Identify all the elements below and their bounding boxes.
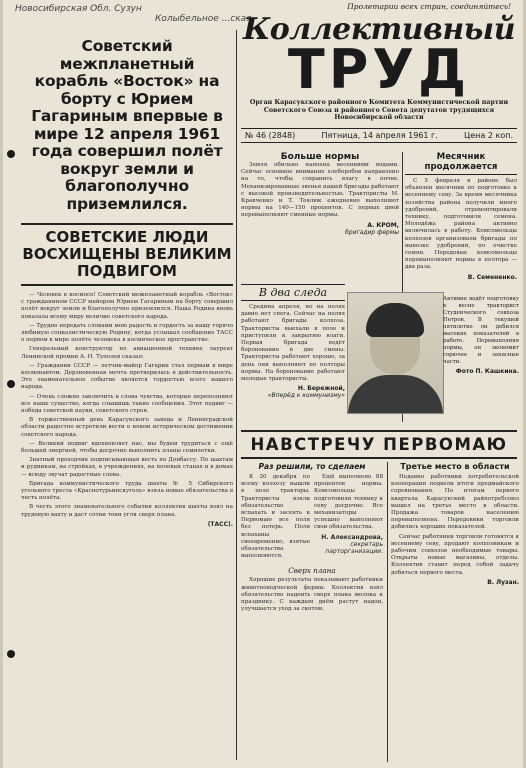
- article-author: В. Лузан.: [487, 578, 519, 586]
- article-body: [314, 474, 383, 562]
- lead-section-title: СОВЕТСКИЕ ЛЮДИ ВОСХИЩЕНЫ ВЕЛИКИМ ПОДВИГОМ: [21, 223, 233, 286]
- masthead-organ: Орган Карасукского районного Комитета Коммунистической партии Советского Союза и районного Совета депутатов трудящихся Новосибирской области: [249, 99, 509, 121]
- article-body: [241, 304, 345, 383]
- column-divider: [387, 462, 388, 762]
- binder-hole: [7, 150, 15, 158]
- lead-headline: Советский межпланетный корабль «Восток» на борту с Юрием Гагариным впервые в мире 12 апреля 1961 года совершил полёт вокруг земли и благополучно приземлился.: [31, 37, 223, 213]
- handwritten-note: Новосибирская Обл. Сузун: [15, 4, 142, 14]
- article-paragraph: Ещё выполнено 88 процентов нормы. Комсомольцы подготовили технику к севу досрочно. Все механизаторы успешно выполняют свои обязательства.: [314, 474, 383, 531]
- binder-hole: [7, 380, 15, 388]
- article-trete-mesto: [391, 462, 519, 586]
- masthead: [241, 2, 517, 143]
- lead-paragraph: — Великий подвиг вдохновляет нас, мы будем трудиться с ещё большей энергией, чтобы досрочно выполнить планы семилетки.: [21, 440, 233, 455]
- article-paragraph: Хорошие результаты показывают работники животноводческой фермы. Коллектив взял обязательство надоить сверх плана молока к празднику. С каждым днём растут надои, улучшается уход за скотом.: [241, 577, 383, 613]
- article-body: [241, 474, 310, 562]
- article-author: Н. Бережной,: [297, 385, 345, 393]
- section-banner: НАВСТРЕЧУ ПЕРВОМАЮ: [241, 430, 517, 459]
- photo-credit: Фото П. Кашкина.: [455, 368, 519, 375]
- article-author-role: секретарь парторганизации.: [325, 540, 383, 556]
- article-paragraph: Недавно работники потребительской кооперации подвели итоги предмайского соревнования. По итогам первого квартала Карасукский райпотребсоюз вышел на третье место в области. Продажа товаров населению перевыполнена. Передовики торговли добились хороших показателей.: [391, 474, 519, 531]
- lead-paragraph: — Очень сложно заключить в слова чувства, которые переполняют все наше существо, когда слышишь такие сообщения. Этот подвиг — победа советской науки, советского строя.: [21, 393, 233, 415]
- issue-number: № 46 (2848): [245, 130, 296, 140]
- lead-paragraph: — Человек в космосе! Советский межпланетный корабль «Восток» с гражданином СССР майором Юрием Гагариным на борту совершил полёт вокруг земли и благополучно приземлился. Наша Родина вновь показала всему миру величие советского народа.: [21, 292, 233, 320]
- article-title: Раз решили, то сделаем: [258, 462, 366, 471]
- article-title: Больше нормы: [280, 152, 360, 162]
- article-mesyachnik: [405, 152, 517, 281]
- article-body: [241, 162, 399, 220]
- article-raz-reshili: [241, 462, 383, 615]
- article-body: [391, 474, 519, 577]
- lead-source: (ТАСС).: [207, 520, 233, 528]
- photo-caption-text: Активно ведёт подготовку к весне тракторист Студенческого совхоза Петров. В текущей пятилетке он добился высоких показателей в работе. Перевыполняя нормы, он экономит горючее и запасные части.: [443, 296, 519, 365]
- issue-price: Цена 2 коп.: [464, 130, 513, 140]
- binder-hole: [7, 650, 15, 658]
- lead-paragraph: Генеральный конструктор по авиационной технике лауреат Ленинской премии А. Н. Туполев сказал:: [21, 346, 233, 360]
- article-paragraph: Земля обильно напоена весенними водами. Сейчас основное внимание хлеборобов направлено на то, чтобы сохранить влагу в почве. Механизированные звенья нашей бригады работают с высокой производительностью. Трактористы М. Кравченко и Т. Тевлюк ежедневно выполняют нормы на 140—150 процентов. С первых дней перевыполняют сменные нормы.: [241, 162, 399, 219]
- article-bolshe-normy: [241, 152, 399, 236]
- issue-date: Пятница, 14 апреля 1961 г.: [321, 130, 438, 140]
- article-paragraph: Сейчас работники торговли готовятся к весеннему севу, продают колхозникам и рабочим совхозов необходимые товары. Открыты новые магазины, отделы. Коллектив ставит перед собой задачу добиться первого места.: [391, 533, 519, 576]
- newspaper-page: [3, 0, 523, 768]
- article-body: [405, 178, 517, 272]
- lead-body: [21, 292, 233, 528]
- article-subtitle: Сверх плана: [288, 566, 336, 576]
- photo-hair: [366, 303, 424, 337]
- lead-paragraph: Бригада коммунистического труда шахты № 5 Сибирского угольного треста «Краснотурьинскуголь» взяла новые обязательства в честь полёта.: [21, 480, 233, 502]
- handwritten-note-2: Колыбельное ...ская: [155, 14, 252, 24]
- article-author: Н. Александрова,: [321, 533, 383, 541]
- article-v-dva-sleda: [241, 284, 345, 399]
- lead-paragraph: Знатный проходчик подписывающая весть по Донбассу. По шахтам и рудникам, на стройках, в учреждениях, на полевых станах и в домах — всюду звучат радостные слова.: [21, 457, 233, 478]
- masthead-motto: Пролетарии всех стран, соединяйтесь!: [347, 2, 511, 11]
- lead-paragraph: В торжественный день Карасукского завода и Ленинградской области радостно встретили вести о новом историческом достижении советского народа.: [21, 417, 233, 438]
- photo-caption: [443, 296, 519, 375]
- column-divider: [236, 30, 237, 760]
- portrait-photo: [347, 292, 444, 414]
- article-paragraph: Средина апреля, но на полях давно нет снега. Сейчас на полях работают бригады колхоза. Трактористы выехали в поле и приступили к закрытию влаги. Первая бригада ведёт боронование в две смены. Трактористы работают хорошо, за день они выполняют по полторы нормы. На боронование работают молодые трактористы.: [241, 304, 345, 383]
- article-author: В. Семененко.: [467, 273, 517, 281]
- lead-paragraph: — Гражданин СССР — летчик-майор Гагарин стал первым в мире космонавтом. Дерзновенная мечта претворилась в действительность. Это знаменательное событие является гордостью всего нашего народа.: [21, 362, 233, 391]
- article-author: А. КРОМ,: [367, 221, 399, 229]
- article-title: В два следа: [241, 284, 345, 301]
- article-author-role: бригадир фермы: [345, 228, 399, 236]
- article-body: [241, 577, 383, 613]
- article-paragraph: С 5 февраля в районе был объявлен месячник по подготовке к весеннему севу. За время месячника хозяйства района получили много удобрений, отремонтировали технику, подготовили семена. Молодёжь района активно включилась в работу. Комсомольцы колхозов организовали бригады по вывозке удобрений, по очистке семян. Передовые комсомольцы перевыполняют нормы в полтора — два раза.: [405, 178, 517, 271]
- lead-column: [21, 30, 233, 528]
- issue-info-bar: [241, 128, 517, 143]
- masthead-title-line1: Коллективный: [242, 12, 516, 47]
- lead-paragraph: — Трудно передать словами мою радость и гордость за нашу горячо любимую социалистическую Родину, когда услышал сообщение ТАСС о первом в мире полёте человека в космическое пространство.: [21, 322, 233, 344]
- article-source: «Вперёд к коммунизму»: [267, 392, 345, 400]
- article-paragraph: К 20 декабря по всему колхозу вышли в поле тракторы. Трактористы взяли обязательство вспахать и засеять к Первомаю все поля без потерь. Поля вспаханы своевременно, взятые обязательства выполняются.: [241, 474, 310, 560]
- article-title: Месячник продолжается: [405, 152, 517, 175]
- article-title: Третье место в области: [400, 462, 510, 471]
- masthead-title-line2: ТРУД: [287, 38, 471, 101]
- lead-paragraph: В честь этого знаменательного события коллектив шахты взял на трудовую вахту и даст сотни тонн угля сверх плана.: [21, 504, 233, 518]
- photo-shirt: [348, 375, 443, 414]
